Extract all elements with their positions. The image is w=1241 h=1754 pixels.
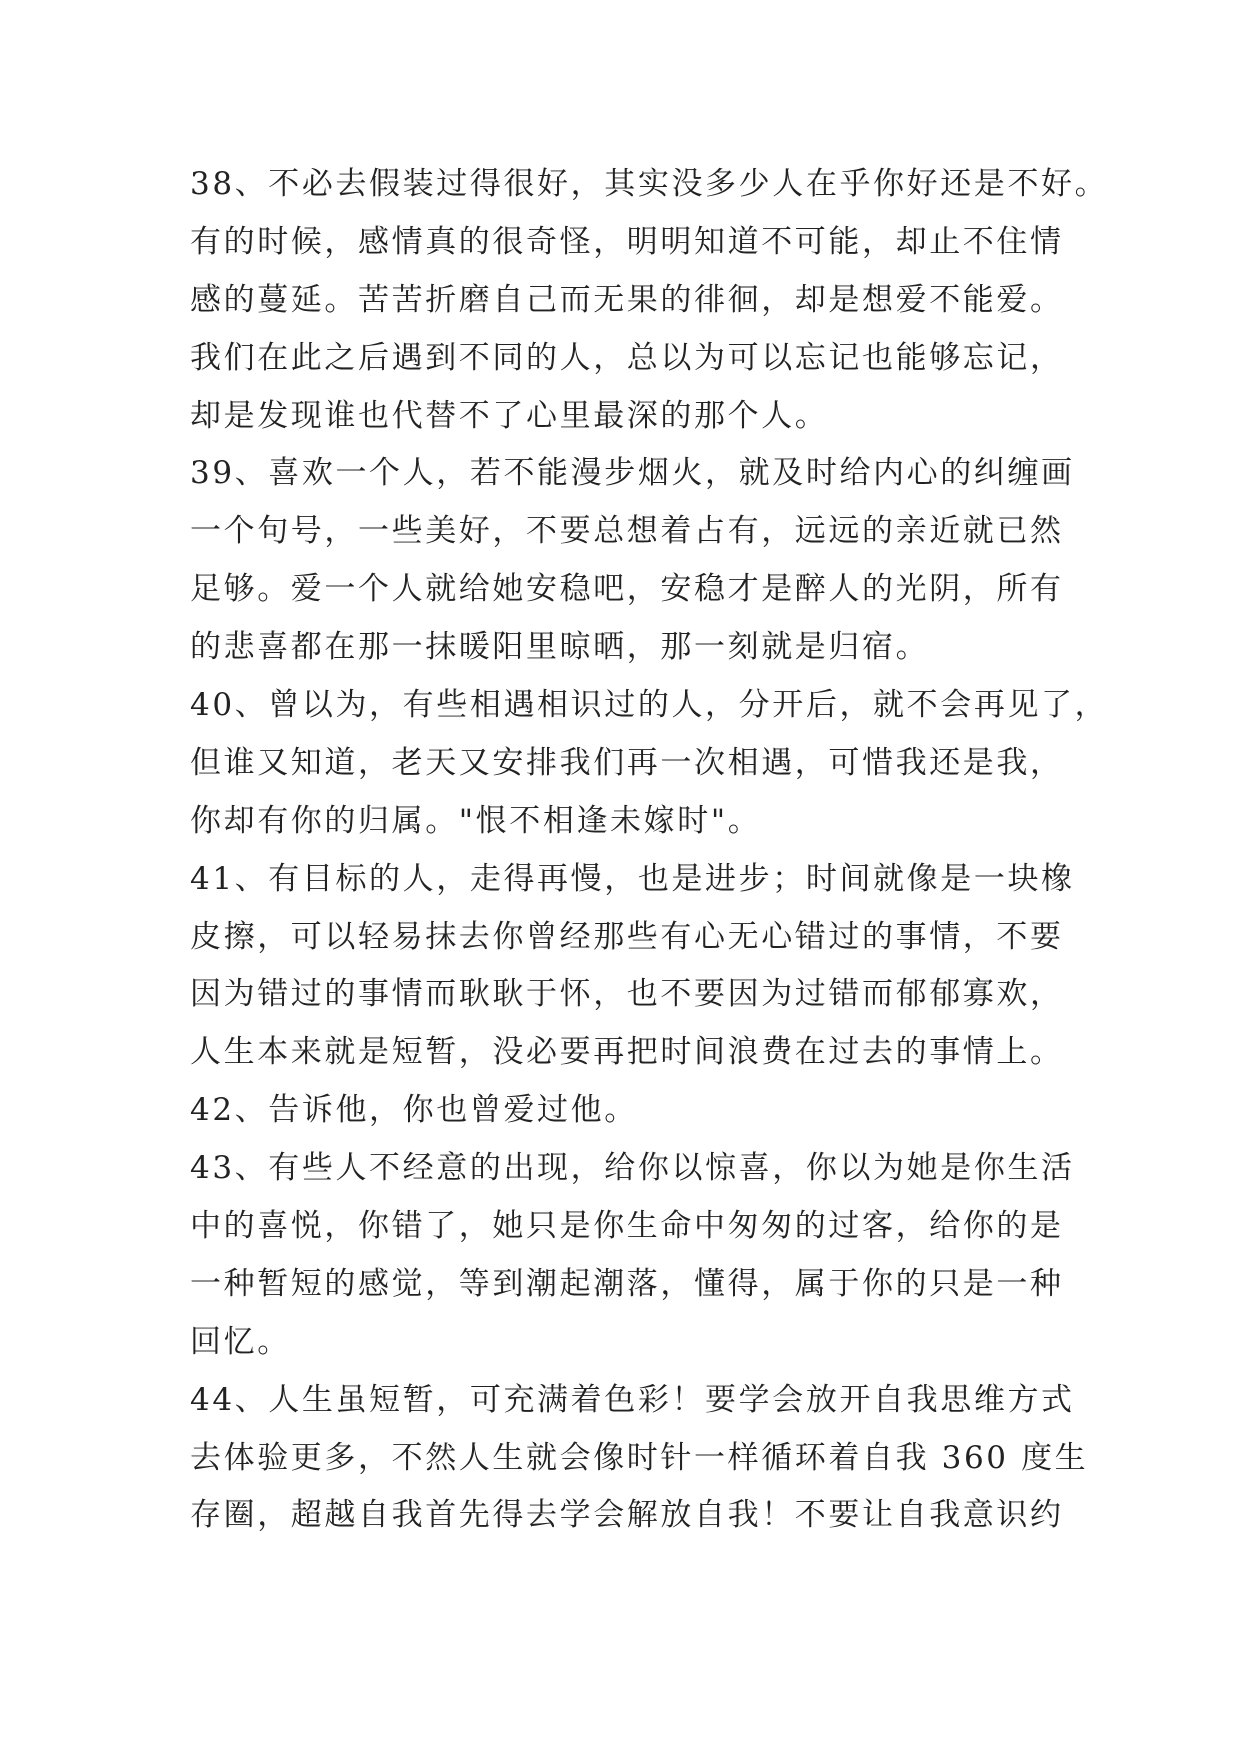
- text-line: 我们在此之后遇到不同的人，总以为可以忘记也能够忘记，: [190, 339, 1064, 376]
- text-line: 存圈，超越自我首先得去学会解放自我！不要让自我意识约: [190, 1497, 1064, 1534]
- text-line: 足够。爱一个人就给她安稳吧，安稳才是醉人的光阴，所有: [190, 571, 1064, 608]
- text-line: 的悲喜都在那一抹暖阳里晾晒，那一刻就是归宿。: [190, 629, 930, 666]
- text-line: 44、人生虽短暂，可充满着色彩！要学会放开自我思维方式: [190, 1381, 1075, 1418]
- text-line: 38、不必去假装过得很好，其实没多少人在乎你好还是不好。: [190, 166, 1109, 202]
- text-line: 人生本来就是短暂，没必要再把时间浪费在过去的事情上。: [190, 1034, 1064, 1071]
- body-text: [190, 156, 1109, 1545]
- text-line: 中的喜悦，你错了，她只是你生命中匆匆的过客，给你的是: [190, 1208, 1064, 1245]
- text-line: 但谁又知道，老天又安排我们再一次相遇，可惜我还是我，: [190, 744, 1064, 781]
- text-line: 皮擦，可以轻易抹去你曾经那些有心无心错过的事情，不要: [190, 918, 1064, 955]
- text-line: 42、告诉他，你也曾爱过他。: [190, 1092, 638, 1129]
- text-line: 43、有些人不经意的出现，给你以惊喜，你以为她是你生活: [190, 1150, 1075, 1187]
- text-line: 却是发现谁也代替不了心里最深的那个人。: [190, 397, 829, 434]
- text-line: 40、曾以为，有些相遇相识过的人，分开后，就不会再见了，: [190, 687, 1109, 724]
- text-line: 一种暂短的感觉，等到潮起潮落，懂得，属于你的只是一种: [190, 1265, 1064, 1302]
- text-line: 回忆。: [190, 1323, 291, 1360]
- text-line: 去体验更多，不然人生就会像时针一样循环着自我 360 度生: [190, 1439, 1089, 1476]
- text-line: 你却有你的归属。"恨不相逢未嫁时"。: [190, 802, 762, 839]
- text-line: 41、有目标的人，走得再慢，也是进步；时间就像是一块橡: [190, 860, 1075, 897]
- text-line: 有的时候，感情真的很奇怪，明明知道不可能，却止不住情: [190, 223, 1064, 260]
- text-line: 感的蔓延。苦苦折磨自己而无果的徘徊，却是想爱不能爱。: [190, 281, 1064, 318]
- text-line: 39、喜欢一个人，若不能漫步烟火，就及时给内心的纠缠画: [190, 455, 1075, 492]
- text-line: 因为错过的事情而耿耿于怀，也不要因为过错而郁郁寡欢，: [190, 976, 1064, 1013]
- text-line: 一个句号，一些美好，不要总想着占有，远远的亲近就已然: [190, 513, 1064, 550]
